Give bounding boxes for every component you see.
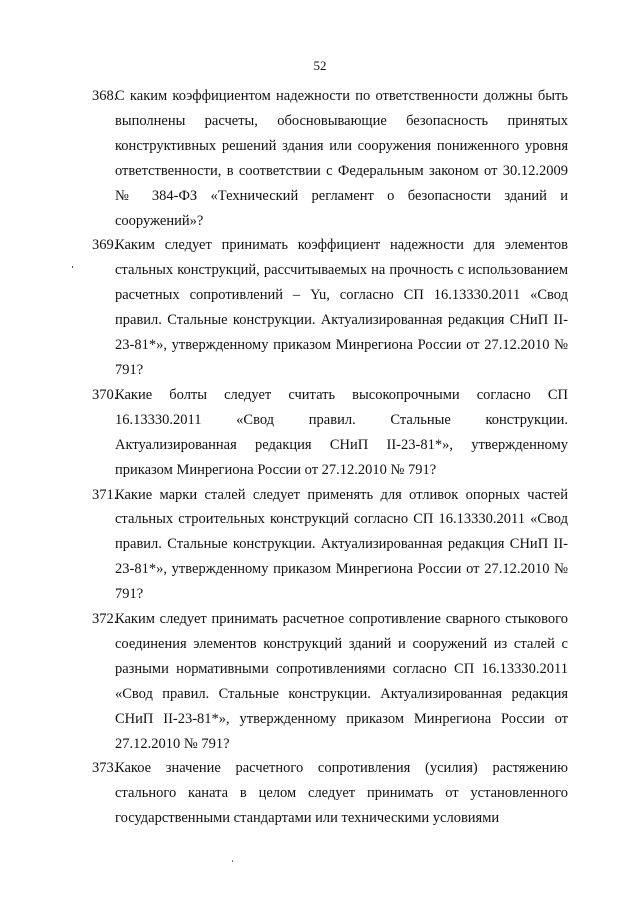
question-text: Какое значение расчетного сопротивления (усилия) растяжению стального каната в целом следует принимать от установленного государственными стандартами или техническими условиями	[115, 760, 568, 827]
question-item	[92, 483, 568, 608]
question-text: Каким следует принимать расчетное сопротивление сварного стыкового соединения элементов конструкций зданий и сооружений из сталей с разными нормативными сопротивлениями согласно СП 16.13330.2011 «Свод правил. Стальные конструкции. Актуализированная редакция СНиП II-23-81*», утвержденному приказом Минрегиона России от 27.12.2010 № 791?	[115, 611, 568, 752]
question-item	[92, 756, 568, 831]
question-item	[92, 84, 568, 233]
question-number: 368.	[92, 88, 118, 104]
question-number: 371.	[92, 486, 118, 503]
scan-speck	[72, 266, 73, 268]
question-text: С каким коэффициентом надежности по ответственности должны быть выполнены расчеты, обосновывающие безопасность принятых конструктивных решений здания или сооружения пониженного уровня ответственности, в соответствии с Федеральным законом от 30.12.2009 № 384-ФЗ «Технический регламент о безопасности зданий и сооружений»?	[115, 88, 568, 229]
question-item	[92, 383, 568, 483]
question-number: 370.	[92, 386, 118, 403]
question-item	[92, 233, 568, 382]
scan-speck	[232, 860, 233, 862]
question-item	[92, 607, 568, 756]
question-number: 373.	[92, 760, 118, 777]
question-number: 369.	[92, 237, 118, 254]
question-text: Какие марки сталей следует применять для отливок опорных частей стальных строительных конструкций согласно СП 16.13330.2011 «Свод правил. Стальные конструкции. Актуализированная редакция СНиП II-23-81*», утвержденному приказом Минрегиона России от 27.12.2010 № 791?	[115, 486, 568, 603]
question-list	[92, 84, 568, 831]
question-text: Какие болты следует считать высокопрочными согласно СП 16.13330.2011 «Свод правил. Стальные конструкции. Актуализированная редакция СНиП II-23-81*», утвержденному приказом Минрегиона России от 27.12.2010 № 791?	[115, 386, 568, 478]
page-number: 52	[313, 58, 327, 73]
question-text: Каким следует принимать коэффициент надежности для элементов стальных конструкций, рассчитываемых на прочность с использованием расчетных сопротивлений – Yu, согласно СП 16.13330.2011 «Свод правил. Стальные конструкции. Актуализированная редакция СНиП II-23-81*», утвержденному приказом Минрегиона России от 27.12.2010 № 791?	[115, 237, 568, 378]
question-number: 372.	[92, 611, 118, 628]
